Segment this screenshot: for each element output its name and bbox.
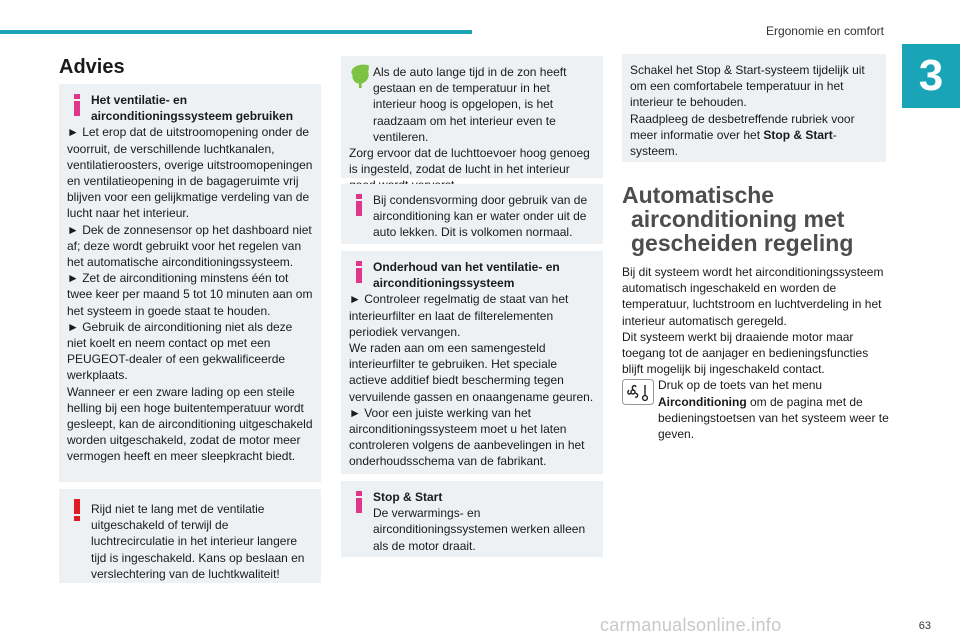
stop-start-text: De verwarmings- en airconditioningssystemen werken alleen als de motor draait. — [373, 506, 586, 553]
fan-temperature-icon — [622, 379, 654, 405]
maintenance-paragraph: We raden aan om een samengesteld interieurfilter te gebruiken. Het speciale actieve additief biedt bescherming tegen vervuilende gassen en onaangename geuren. — [349, 341, 594, 404]
chapter-tab: 3 — [902, 44, 960, 108]
body-paragraph: Dit systeem werkt bij draaiende motor maar toegang tot de aanjager en bedieningsfuncties blijft mogelijk bij ingeschakeld contact. — [622, 329, 869, 377]
header-accent-bar — [0, 30, 472, 34]
maintenance-paragraph: ► Voor een juiste werking van het airconditioningssysteem moet u het laten controleren volgens de aanbevelingen in het onderhoudsschema van de fabrikant. — [349, 405, 585, 469]
condensation-text: Bij condensvorming door gebruik van de airconditioning kan er water onder uit de auto lekken. Dit is volkomen normaal. — [373, 193, 588, 240]
box-title: Het ventilatie- en airconditioningssysteem gebruiken — [91, 93, 294, 124]
section-title: Ergonomie en comfort — [765, 24, 884, 38]
info-icon — [351, 194, 367, 216]
warning-text: Rijd niet te lang met de ventilatie uitgeschakeld of terwijl de luchtrecirculatie in het interieur langere tijd is ingeschakeld. Kans op beslaan en verslechtering van de luchtkwaliteit! — [91, 502, 305, 581]
advice-paragraph: Wanneer er een zware lading op een steile helling bij een hoge buitentemperatuur wordt gesleept, kan de airconditioning uitgeschakeld worden uitgeschakeld, zodat de motor meer vermogen heeft en meer sleepkracht biedt. — [67, 384, 313, 464]
warning-box-recirculation — [59, 489, 321, 583]
advice-paragraph: ► Dek de zonnesensor op het dashboard niet af; deze wordt gebruikt voor het regelen van het automatische airconditioningssysteem. — [67, 222, 312, 270]
info-icon — [351, 491, 367, 513]
note-paragraph: Raadpleeg de desbetreffende rubriek voor meer informatie over het Stop & Start-systeem. — [630, 111, 855, 159]
step-instruction: Druk op de toets van het menu Airconditioning om de pagina met de bedieningstoetsen van het systeem weer te geven. — [622, 377, 892, 442]
info-box-maintenance — [341, 251, 603, 474]
body-paragraph: Bij dit systeem wordt het airconditioningssysteem automatisch ingeschakeld en worden de temperatuur, luchtstroom en luchtverdeling in het interieur automatisch geregeld. — [622, 265, 884, 328]
page-number: 63 — [918, 620, 931, 632]
info-icon — [351, 261, 367, 283]
box-title: Stop & Start — [373, 490, 443, 504]
eco-box-ventilate — [341, 56, 603, 178]
stop-start-note-box — [622, 54, 886, 162]
section-heading-automatic-ac: Automatische airconditioning met gescheiden regeling — [622, 182, 854, 256]
advice-paragraph: ► Let erop dat de uitstroomopening onder de voorruit, de verschillende luchtkanalen, ventilatieroosters, overige uitstroomopeningen en ventilatieopening in de bagageruimte vrij blijven voor een gelijkmatige verdeling van de lucht naar het interieur. — [67, 125, 313, 221]
eco-leaf-icon — [347, 62, 373, 88]
advies-heading: Advies — [59, 56, 125, 78]
advice-paragraph: ► Zet de airconditioning minstens één tot twee keer per maand 5 tot 10 minuten aan om het systeem in goede staat te houden. — [67, 271, 313, 318]
watermark: carmanualsonline.info — [600, 615, 782, 635]
info-box-stop-start — [341, 481, 603, 557]
automatic-ac-body — [622, 264, 892, 442]
info-box-ventilation-use — [59, 84, 321, 482]
eco-paragraph: Als de auto lange tijd in de zon heeft gestaan en de temperatuur in het interieur hoog is opgelopen, is het raadzaam om het interieur even te ventileren. — [373, 65, 567, 144]
advice-paragraph: ► Gebruik de airconditioning niet als deze niet koelt en neem contact op met een PEUGEOT-dealer of een gekwalificeerde werkplaats. — [67, 319, 293, 383]
box-title: Onderhoud van het ventilatie- en airconditioningssysteem — [373, 260, 560, 291]
eco-paragraph: Zorg ervoor dat de luchttoevoer hoog genoeg is ingesteld, zodat de lucht in het interieur — [349, 146, 590, 177]
maintenance-paragraph: ► Controleer regelmatig de staat van het interieurfilter en laat de filterelementen periodiek vervangen. — [349, 292, 569, 339]
warning-icon — [69, 499, 85, 521]
info-icon — [69, 94, 85, 116]
info-box-condensation — [341, 184, 603, 244]
note-paragraph: Schakel het Stop & Start-systeem tijdelijk uit om een comfortabele temperatuur in het interieur te behouden. — [630, 63, 865, 110]
